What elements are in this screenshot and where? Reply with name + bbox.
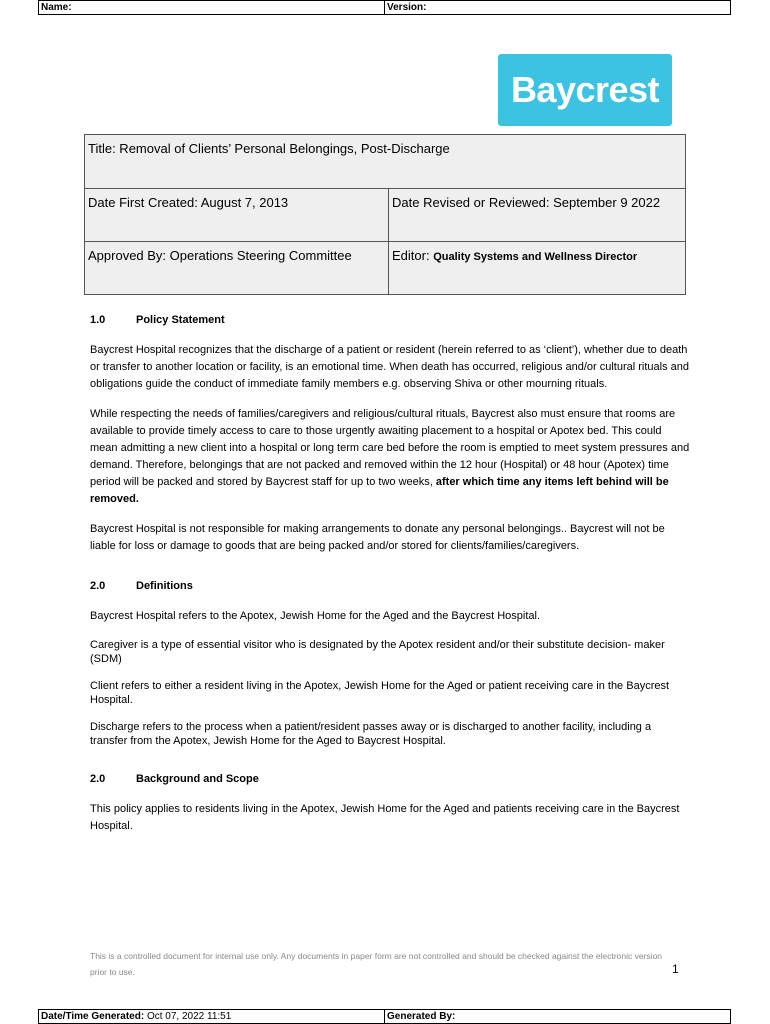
policy-title: Title: Removal of Clients’ Personal Belongings, Post-Discharge bbox=[85, 135, 686, 189]
definition-discharge: Discharge refers to the process when a patient/resident passes away or is discharged to another facility, including a transfer from the Apotex, Jewish Home for the Aged to Baycrest Hospital. bbox=[90, 721, 652, 747]
editor-cell bbox=[389, 242, 686, 295]
document-header-bar bbox=[38, 0, 731, 15]
generated-cell bbox=[39, 1010, 385, 1023]
controlled-document-note: This is a controlled document for internal use only. Any documents in paper form are not controlled and should be checked against the electronic version prior to use. bbox=[90, 951, 663, 977]
section-title: Background and Scope bbox=[136, 773, 259, 785]
policy-body bbox=[90, 312, 690, 848]
section-title: Definitions bbox=[136, 580, 193, 592]
policy-paragraph-3: Baycrest Hospital is not responsible for making arrangements to donate any personal belongings.. Baycrest will not be liable for loss or damage to goods that are being packed and/or stored for clients/families/caregivers. bbox=[90, 523, 665, 552]
policy-paragraph-2-text: While respecting the needs of families/caregivers and religious/cultural rituals, Baycrest also must ensure that rooms are available to provide timely access to care to those urgently awaiting placement to a hospital or Apotex bed. This could mean admitting a new client into a hospital or long term care bed before the room is emptied to meet system pressures and demand. Therefore, belongings that are not packed and removed within the 12 hour (Hospital) or 48 hour (Apotex) time period will be packed and stored by Baycrest staff for up to two weeks, bbox=[90, 408, 690, 488]
editor-value: Quality Systems and Wellness Director bbox=[433, 251, 638, 263]
generated-label: Date/Time Generated: bbox=[41, 1011, 145, 1022]
version-label: Version: bbox=[387, 2, 427, 13]
name-label: Name: bbox=[39, 1, 385, 14]
editor-label: Editor: bbox=[392, 248, 430, 263]
section-number: 2.0 bbox=[90, 580, 106, 592]
date-revised: Date Revised or Reviewed: September 9 2022 bbox=[389, 189, 686, 242]
generated-value: Oct 07, 2022 11:51 bbox=[146, 1011, 232, 1022]
policy-paragraph-2 bbox=[90, 406, 690, 508]
section-number: 1.0 bbox=[90, 314, 106, 326]
generated-by-label: Generated By: bbox=[387, 1011, 456, 1022]
logo-text: Baycrest bbox=[510, 69, 660, 110]
section-number: 2.0 bbox=[90, 773, 106, 785]
policy-paragraph-1: Baycrest Hospital recognizes that the discharge of a patient or resident (herein referred to as ‘client’), whether due to death or transfer to another location or facility, is an emotional time. When death has occurred, religious and/or cultural rituals and obligations guide the conduct of immediate family members e.g. observing Shiva or other mourning rituals. bbox=[90, 344, 689, 390]
document-footer-bar bbox=[38, 1009, 731, 1024]
definition-client: Client refers to either a resident living in the Apotex, Jewish Home for the Aged or patient receiving care in the Baycrest Hospital. bbox=[90, 680, 670, 706]
section-heading-definitions bbox=[90, 578, 690, 595]
page-number: 1 bbox=[672, 962, 679, 976]
date-created: Date First Created: August 7, 2013 bbox=[85, 189, 389, 242]
scope-paragraph: This policy applies to residents living in the Apotex, Jewish Home for the Aged and patients receiving care in the Baycrest Hospital. bbox=[90, 803, 680, 832]
baycrest-logo bbox=[498, 54, 672, 126]
definition-caregiver: Caregiver is a type of essential visitor who is designated by the Apotex resident and/or their substitute decision- maker (SDM) bbox=[90, 639, 665, 665]
policy-paragraph-2-bold: after which time any items left behind will be removed. bbox=[90, 476, 669, 505]
policy-meta-table bbox=[84, 134, 686, 295]
section-title: Policy Statement bbox=[136, 314, 225, 326]
section-heading-background-scope bbox=[90, 771, 690, 788]
generated-by-cell bbox=[385, 1010, 730, 1023]
section-heading-policy-statement bbox=[90, 312, 690, 329]
definition-baycrest-hospital: Baycrest Hospital refers to the Apotex, Jewish Home for the Aged and the Baycrest Hospital. bbox=[90, 610, 541, 622]
approved-by: Approved By: Operations Steering Committee bbox=[85, 242, 389, 295]
